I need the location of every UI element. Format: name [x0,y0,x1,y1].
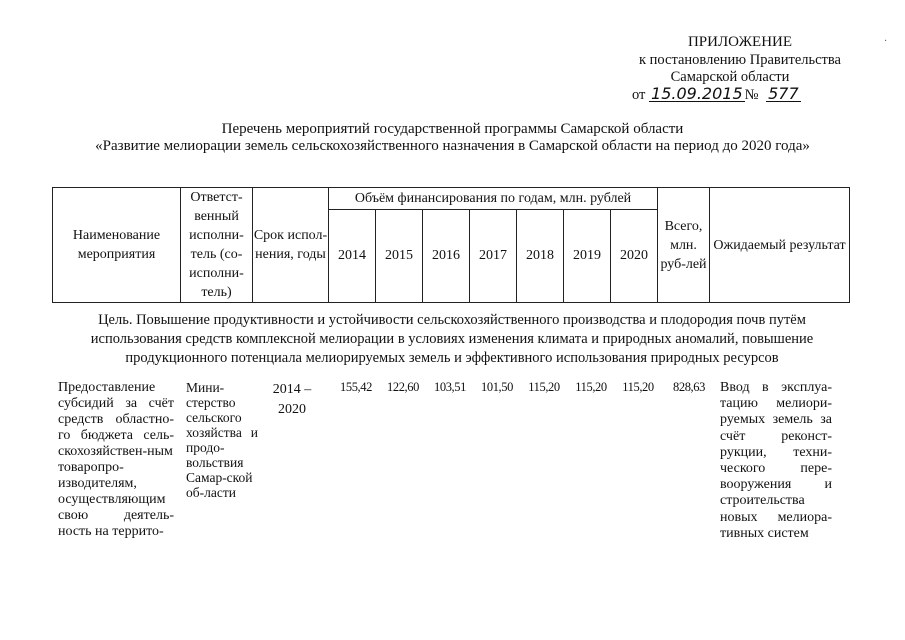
financing-table-header [52,187,850,303]
row-term-end: 2020 [278,402,306,417]
header-total: Всего, млн. руб-лей [658,188,710,303]
row-value-2019: 115,20 [575,380,607,394]
header-financing: Объём финансирования по годам, млн. рублей [329,188,658,210]
row-value-2017: 101,50 [481,380,513,394]
row-term [262,380,322,420]
handwritten-date: 15.09.2015 [651,84,743,103]
row-result: Ввод в эксплуа-тацию мелиори-руемых земель за счёт реконст-рукции, техни-ческого пере-вооружения и строительства новых мелиора-тивных систем [720,380,832,541]
date-prefix: от [632,87,646,103]
row-executor: Мини-стерство сельского хозяйства и продо-вольствия Самар-ской об-ласти [186,380,258,500]
header-name: Наименование мероприятия [53,188,181,303]
row-value-2015: 122,60 [387,380,419,394]
number-label: № [744,87,759,103]
appendix-title: ПРИЛОЖЕНИЕ [687,34,793,50]
goal-statement: Цель. Повышение продуктивности и устойчивости сельскохозяйственного производства и плодородия почв путём использования средств комплексной мелиорации в условиях изменения климата и природных аномалий, повышение продукционного потенциала мелиорируемых земель и эффективного использования природных ресурсов [90,312,814,366]
row-name: Предоставление субсидий за счёт средств областно-го бюджета сель-скохозяйствен-ным товаропро-изводителям, осуществляющим свою деятель-ность на террито- [58,380,174,539]
header-year: 2016 [423,209,470,302]
row-value-2014: 155,42 [340,380,372,394]
header-result: Ожидаемый результат [710,188,850,303]
appendix-line-1: к постановлению Правительства [639,52,841,68]
scan-mark-icon: · [884,36,888,47]
document-title-line-2: «Развитие мелиорации земель сельскохозяйственного назначения в Самарской области на период до 2020 года» [95,138,810,154]
row-value-2018: 115,20 [528,380,560,394]
handwritten-number: 577 [768,84,799,103]
header-year: 2014 [329,209,376,302]
appendix-line-2: Самарской области [670,69,790,85]
document-title-line-1: Перечень мероприятий государственной программы Самарской области [221,121,684,137]
row-value-2020: 115,20 [622,380,654,394]
header-year: 2019 [564,209,611,302]
header-year: 2015 [376,209,423,302]
header-year: 2018 [517,209,564,302]
header-term: Срок испол-нения, годы [253,188,329,303]
header-year: 2017 [470,209,517,302]
header-executor: Ответст-венный исполни-тель (со-исполни-тель) [181,188,253,303]
row-total: 828,63 [673,380,705,394]
row-value-2016: 103,51 [434,380,466,394]
row-term-start: 2014 – [272,382,312,397]
appendix-date-line [632,86,801,104]
header-year: 2020 [611,209,658,302]
